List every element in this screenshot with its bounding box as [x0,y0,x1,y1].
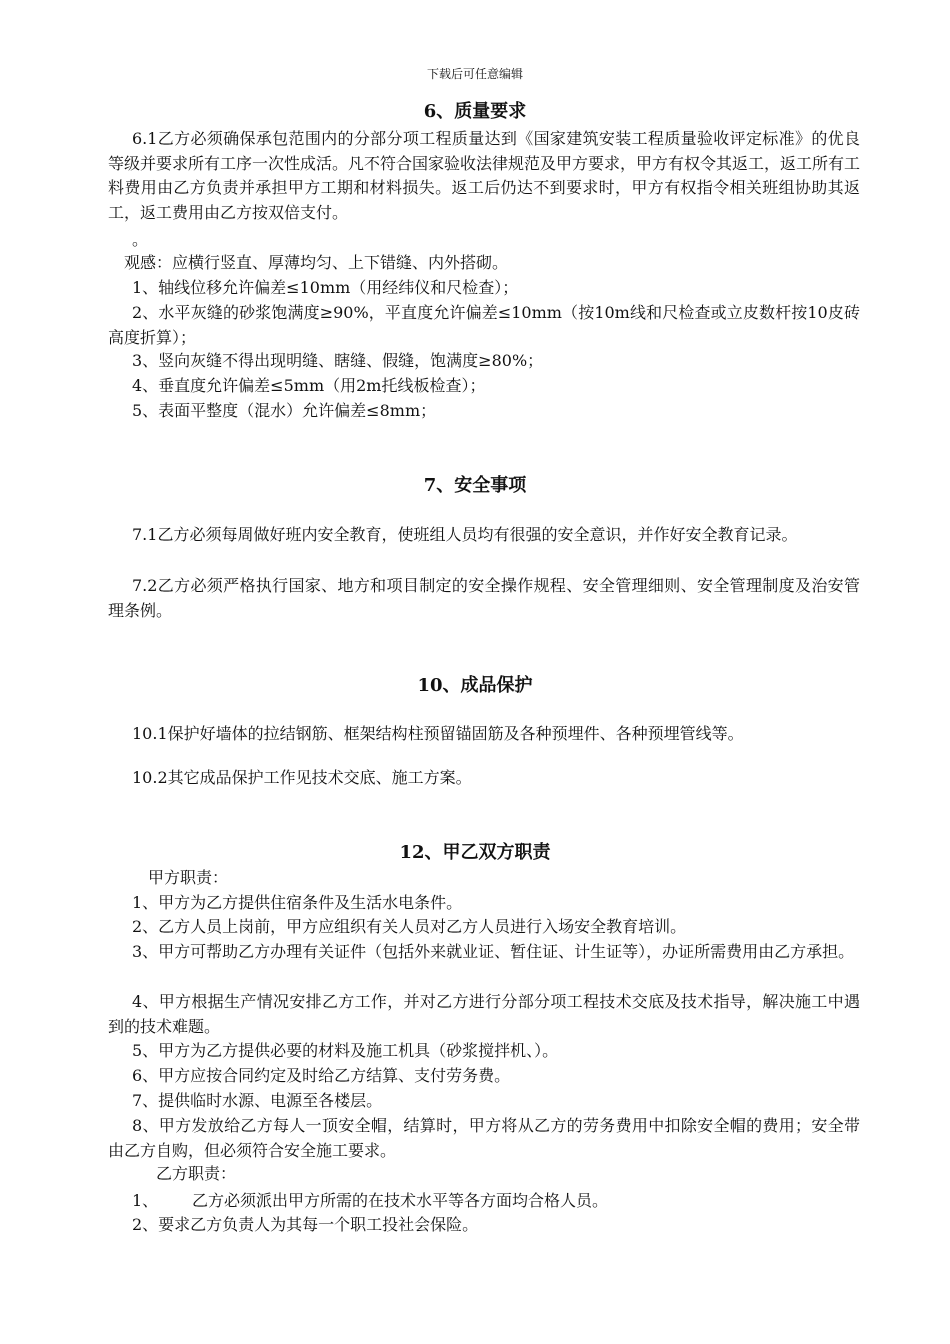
paragraph-text: 8、甲方发放给乙方每人一顶安全帽，结算时，甲方将从乙方的劳务费用中扣除安全帽的费用；安全带由乙方自购，但必须符合安全施工要求。 [108,1116,860,1160]
paragraph-text: 6.1乙方必须确保承包范围内的分部分项工程质量达到《国家建筑安装工程质量验收评定标准》的优良等级并要求所有工序一次性成活。凡不符合国家验收法律规范及甲方要求，甲方有权令其返工，返工所有工料费用由乙方负责并承担甲方工期和材料损失。返工后仍达不到要求时，甲方有权指令相关班组协助其返工，返工费用由乙方按双倍支付。 [108,129,861,222]
section-6-item-4: 4、垂直度允许偏差≤5mm（用2m托线板检查）； [132,376,486,395]
section-12-title: 12、甲乙双方职责 [399,842,551,863]
party-a-item-6: 6、甲方应按合同约定及时给乙方结算、支付劳务费。 [132,1066,511,1085]
section-10-paragraph-1: 10.1保护好墙体的拉结钢筋、框架结构柱预留锚固筋及各种预埋件、各种预埋管线等。 [132,724,744,743]
paragraph-text: 3、甲方可帮助乙方办理有关证件（包括外来就业证、暂住证、计生证等），办证所需费用由乙方承担。 [132,942,855,961]
party-b-label: 乙方职责： [156,1164,237,1183]
section-7-paragraph-2 [108,574,860,623]
party-a-item-5: 5、甲方为乙方提供必要的材料及施工机具（砂浆搅拌机、）。 [132,1041,559,1060]
section-7-paragraph-1 [108,523,860,548]
party-a-item-7: 7、提供临时水源、电源至各楼层。 [132,1091,383,1110]
party-a-item-8 [108,1114,860,1163]
paragraph-text: 7.2乙方必须严格执行国家、地方和项目制定的安全操作规程、安全管理细则、安全管理制度及治安管理条例。 [108,576,860,620]
paragraph-text: 4、甲方根据生产情况安排乙方工作，并对乙方进行分部分项工程技术交底及技术指导，解决施工中遇到的技术难题。 [108,992,860,1036]
section-6-title: 6、质量要求 [423,101,527,122]
party-a-item-2: 2、乙方人员上岗前，甲方应组织有关人员对乙方人员进行入场安全教育培训。 [132,917,687,936]
section-6-item-3: 3、竖向灰缝不得出现明缝、瞎缝、假缝，饱满度≥80%； [132,351,544,370]
section-10-title: 10、成品保护 [417,675,533,696]
header-note: 下载后可任意编辑 [426,67,523,81]
section-6-dot: 。 [132,230,149,249]
paragraph-text: 7.1乙方必须每周做好班内安全教育，使班组人员均有很强的安全意识，并作好安全教育记录。 [132,525,798,544]
paragraph-text: 2、水平灰缝的砂浆饱满度≥90%，平直度允许偏差≤10mm（按10m线和尺检查或立皮数杆按10皮砖高度折算）； [108,303,860,347]
section-7-title: 7、安全事项 [423,475,527,496]
party-b-item-1-number: 1、 [132,1191,159,1210]
section-10-paragraph-2: 10.2其它成品保护工作见技术交底、施工方案。 [132,768,472,787]
section-6-item-5: 5、表面平整度（混水）允许偏差≤8mm； [132,401,437,420]
section-6-item-2 [108,301,860,350]
party-b-item-2: 2、要求乙方负责人为其每一个职工投社会保险。 [132,1215,479,1234]
party-a-item-1: 1、甲方为乙方提供住宿条件及生活水电条件。 [132,893,463,912]
section-6-paragraph-1 [108,127,860,225]
party-a-label: 甲方职责： [148,868,229,887]
party-b-item-1-text: 乙方必须派出甲方所需的在技术水平等各方面均合格人员。 [192,1191,609,1210]
party-a-item-3 [108,940,860,965]
section-6-item-1: 1、轴线位移允许偏差≤10mm（用经纬仪和尺检查）； [132,278,519,297]
party-a-item-4 [108,990,860,1039]
section-6-guan-gan: 观感：应横行竖直、厚薄均匀、上下错缝、内外搭砌。 [124,253,509,272]
